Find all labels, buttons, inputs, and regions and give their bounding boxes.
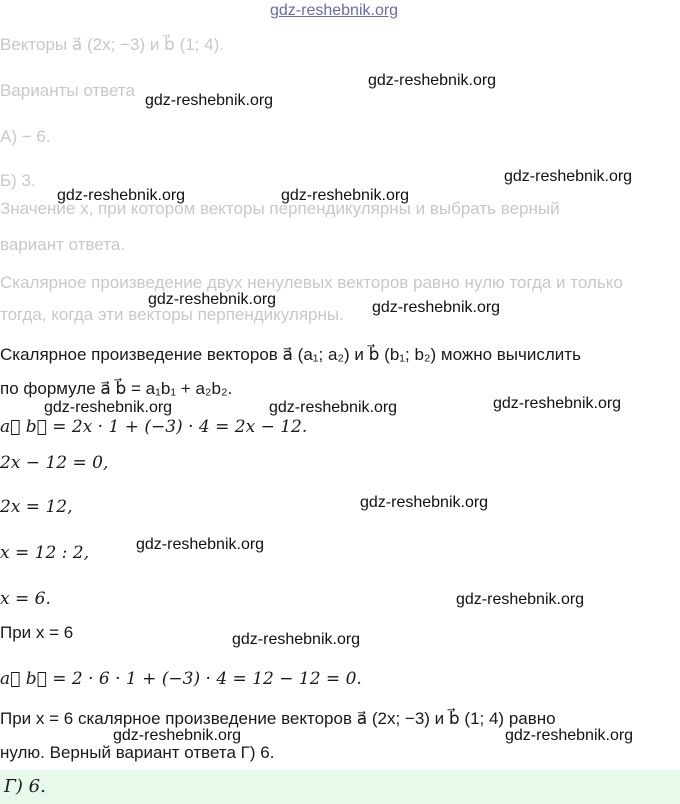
problem-statement: Векторы a⃗ (2x; −3) и b⃗ (1; 4). xyxy=(0,35,224,54)
watermark: gdz-reshebnik.org xyxy=(360,494,489,511)
watermark: gdz-reshebnik.org xyxy=(269,399,398,416)
watermark: gdz-reshebnik.org xyxy=(281,187,410,204)
task-text-cont: вариант ответа. xyxy=(0,235,125,254)
watermark: gdz-reshebnik.org xyxy=(504,168,633,185)
step-1: a⃗ b⃗ = 2x · 1 + (−3) · 4 = 2x − 12. xyxy=(0,417,308,437)
watermark: gdz-reshebnik.org xyxy=(493,395,622,412)
watermark: gdz-reshebnik.org xyxy=(136,536,265,553)
check-label: При x = 6 xyxy=(0,623,74,642)
step-3: 2x = 12, xyxy=(0,497,73,517)
check-calc: a⃗ b⃗ = 2 · 6 · 1 + (−3) · 4 = 12 − 12 = 0. xyxy=(0,669,362,689)
watermark: gdz-reshebnik.org xyxy=(148,291,277,308)
option-a: А) − 6. xyxy=(0,127,51,146)
watermark: gdz-reshebnik.org xyxy=(145,92,274,109)
watermark: gdz-reshebnik.org xyxy=(232,631,361,648)
answer-text: Г) 6. xyxy=(4,776,46,797)
step-5: x = 6. xyxy=(0,589,51,609)
watermark-top: gdz-reshebnik.org xyxy=(270,2,399,19)
answer-box xyxy=(0,770,680,804)
formula-line-2: по формуле a⃗ b⃗ = a₁b₁ + a₂b₂. xyxy=(0,379,233,398)
fact-line-2: тогда, когда эти векторы перпендикулярны. xyxy=(0,305,344,324)
watermark: gdz-reshebnik.org xyxy=(57,187,186,204)
formula-line-1: Скалярное произведение векторов a⃗ (a₁; a₂) и b⃗ (b₁; b₂) можно вычислить xyxy=(0,345,581,364)
option-b: Б) 3. xyxy=(0,171,36,190)
conclusion-line-1: При x = 6 скалярное произведение векторов a⃗ (2x; −3) и b⃗ (1; 4) равно xyxy=(0,709,556,728)
watermark: gdz-reshebnik.org xyxy=(456,591,585,608)
conclusion-line-2: нулю. Верный вариант ответа Г) 6. xyxy=(0,743,275,762)
watermark: gdz-reshebnik.org xyxy=(505,727,634,744)
step-4: x = 12 : 2, xyxy=(0,543,90,563)
watermark: gdz-reshebnik.org xyxy=(372,299,501,316)
step-2: 2x − 12 = 0, xyxy=(0,453,109,473)
watermark: gdz-reshebnik.org xyxy=(44,399,173,416)
fact-line-1: Скалярное произведение двух ненулевых векторов равно нулю тогда и только xyxy=(0,273,623,292)
task-text: Значение x, при котором векторы перпендикулярны и выбрать верный xyxy=(0,199,560,218)
options-label: Варианты ответа xyxy=(0,81,135,100)
watermark: gdz-reshebnik.org xyxy=(368,72,497,89)
watermark: gdz-reshebnik.org xyxy=(113,727,242,744)
